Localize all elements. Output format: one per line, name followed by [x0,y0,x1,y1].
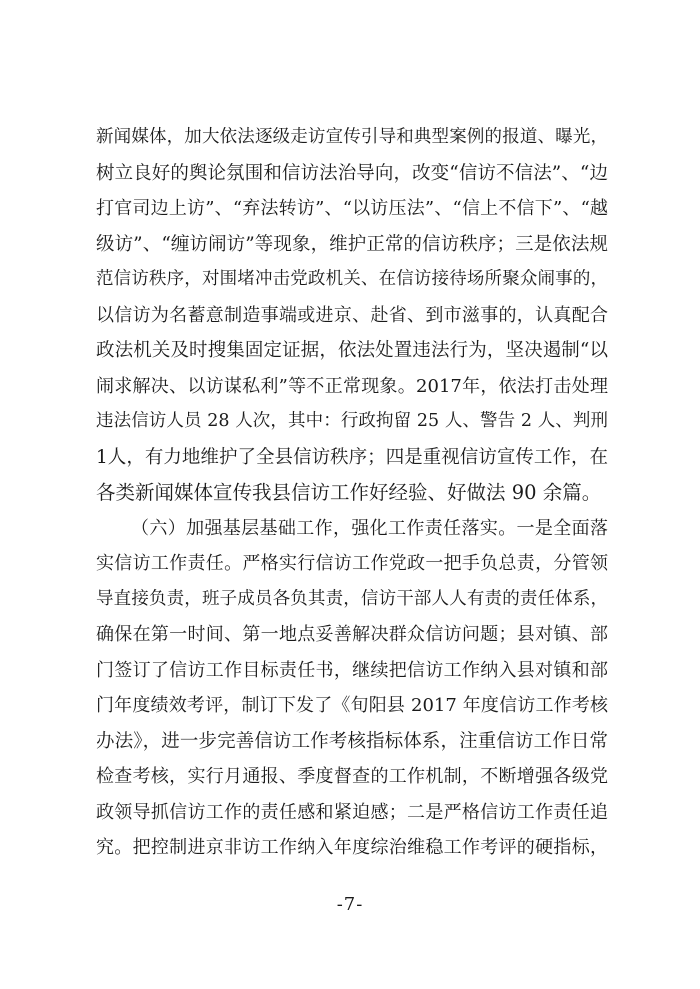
text-line: 实信访工作责任。严格实行信访工作党政一把手负总责，分管领 [96,553,608,574]
text-line: 范信访秩序，对围堵冲击党政机关、在信访接待场所聚众闹事的， [96,269,608,289]
section-heading-line: （六）加强基层基础工作，强化工作责任落实。一是全面落 [131,517,608,539]
text-line: 门签订了信访工作目标责任书，继续把信访工作纳入县对镇和部 [96,659,608,681]
text-line: 检查考核，实行月通报、季度督查的工作机制，不断增强各级党 [96,766,608,787]
text-line: 办法》，进一步完善信访工作考核指标体系，注重信访工作日常 [96,730,608,752]
text-line: 新闻媒体，加大依法逐级走访宣传引导和典型案例的报道、曝光， [96,127,608,147]
text-line: 闹求解决、以访谋私利”等不正常现象。2017年，依法打击处理 [96,375,608,397]
text-line: 门年度绩效考评，制订下发了《旬阳县 2017 年度信访工作考核 [96,695,608,716]
text-line: 究。把控制进京非访工作纳入年度综治维稳工作考评的硬指标， [96,837,608,858]
text-line: 1人，有力地维护了全县信访秩序；四是重视信访宣传工作，在 [96,446,608,468]
text-line: 政法机关及时搜集固定证据，依法处置违法行为，坚决遏制“以 [96,340,608,361]
body-text [96,120,608,866]
text-line: 级访”、“缠访闹访”等现象，维护正常的信访秩序；三是依法规 [96,233,608,255]
text-line: 导直接负责，班子成员各负其责，信访干部人人有责的责任体系， [96,588,608,609]
text-line: 确保在第一时间、第一地点妥善解决群众信访问题；县对镇、部 [96,624,608,645]
paragraph-end-line: 各类新闻媒体宣传我县信访工作好经验、好做法 90 余篇。 [96,481,602,504]
text-line: 违法信访人员 28 人次，其中：行政拘留 25 人、警告 2 人、判刑 [96,411,608,431]
text-line: 以信访为名蓄意制造事端或进京、赴省、到市滋事的，认真配合 [96,304,608,326]
text-line: 打官司边上访”、“弃法转访”、“以访压法”、“信上不信下”、“越 [96,198,608,219]
page-number: -7- [336,894,364,915]
text-line: 树立良好的舆论氛围和信访法治导向，改变“信访不信法”、“边 [96,162,608,184]
text-line: 政领导抓信访工作的责任感和紧迫感；二是严格信访工作责任追 [96,801,608,823]
